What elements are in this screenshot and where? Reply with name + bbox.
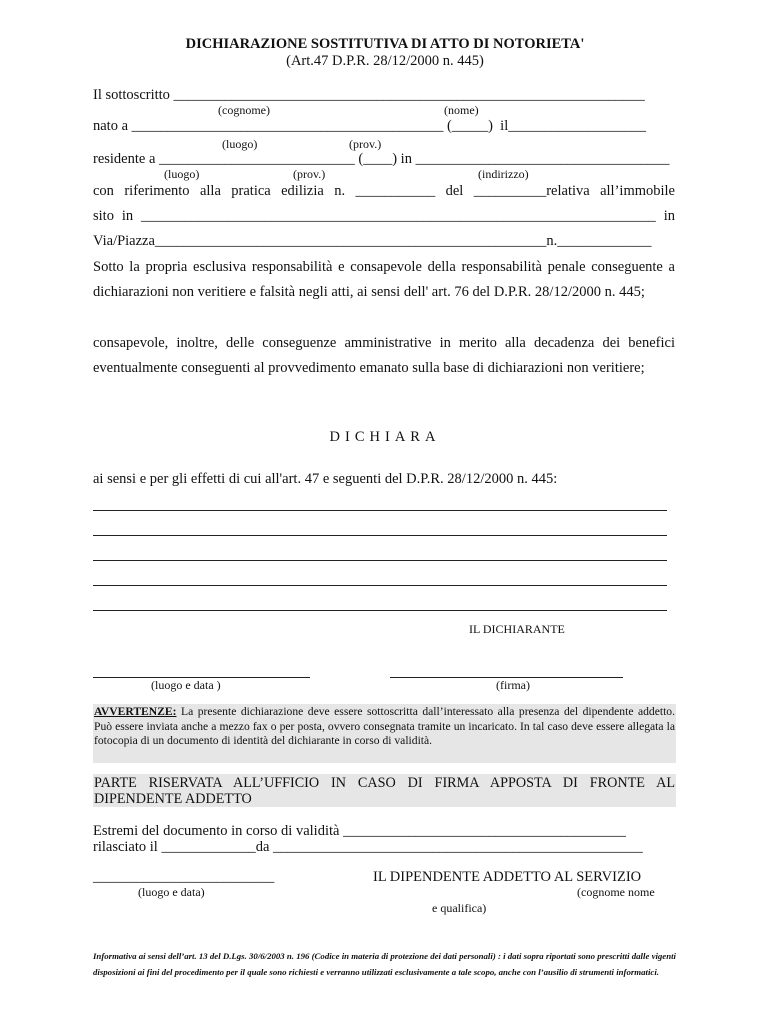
declaration-line[interactable] (93, 535, 667, 536)
ufficio-luogo-data-line[interactable]: _________________________ (93, 869, 275, 885)
responsabilita-paragraph: Sotto la propria esclusiva responsabilità e consapevole della responsabilità penale conseguente a dichiarazioni non veritiere e falsità negli atti, ai sensi dell' art. 76 del D.P.R. 28/12/2000 n. 445; (93, 259, 675, 300)
estremi-documento-field[interactable]: Estremi del documento in corso di validità _______________________________________ (93, 823, 626, 839)
luogo-data-caption: (luogo e data ) (151, 678, 221, 692)
residente-field[interactable]: residente a ___________________________ (____) in ___________________________________ (93, 151, 670, 167)
avvertenze-label: AVVERTENZE: (94, 705, 177, 718)
declaration-line[interactable] (93, 585, 667, 586)
dichiara-heading: DICHIARA (329, 429, 441, 445)
informativa-privacy: Informativa ai sensi dell’art. 13 del D.Lgs. 30/6/2003 n. 196 (Codice in materia di protezione dei dati personali) : i dati sopra riportati sono prescritti dalle vigenti disposizioni ai fini del procedimento per il quale sono richiesti e verranno utilizzati esclusivamente a tale scopo, anche con l’ausilio di strumenti informatici. (93, 951, 676, 977)
rilasciato-field[interactable]: rilasciato il _____________da ___________________________________________________ (93, 839, 643, 855)
avvertenze-text (94, 705, 675, 749)
avvertenze-body: La presente dichiarazione deve essere sottoscritta dall’interessato alla presenza del dipendente addetto. Può essere inviata anche a mezzo fax o per posta, ovvero consegnata tramite un incaricato. In tal caso deve essere allegata la fotocopia di un documento di identità del dichiarante in corso di validità. (94, 705, 675, 747)
nome-caption: (nome) (444, 103, 479, 117)
document-title: DICHIARAZIONE SOSTITUTIVA DI ATTO DI NOTORIETA' (185, 36, 585, 52)
sottoscritto-field[interactable]: Il sottoscritto _________________________________________________________________ (93, 87, 645, 103)
luogo-residenza-caption: (luogo) (164, 167, 200, 181)
qualifica-caption: e qualifica) (432, 901, 487, 915)
consapevole-paragraph: consapevole, inoltre, delle conseguenze amministrative in merito alla decadenza dei benefici eventualmente conseguenti al provvedimento emanato sulla base di dichiarazioni non veritiere; (93, 335, 675, 376)
parte-riservata-heading (94, 776, 675, 807)
prov-nascita-caption: (prov.) (349, 137, 382, 151)
nato-field[interactable]: nato a ___________________________________________ (_____) il___________________ (93, 118, 646, 134)
pratica-field[interactable]: con riferimento alla pratica edilizia n. ___________ del __________relativa all’immobile (93, 183, 675, 199)
declaration-line[interactable] (93, 610, 667, 611)
dipendente-addetto-label: IL DIPENDENTE ADDETTO AL SERVIZIO (373, 869, 642, 885)
ufficio-luogo-data-caption: (luogo e data) (138, 885, 205, 899)
indirizzo-caption: (indirizzo) (478, 167, 529, 181)
luogo-nascita-caption: (luogo) (222, 137, 258, 151)
document-subtitle: (Art.47 D.P.R. 28/12/2000 n. 445) (286, 53, 484, 69)
declaration-line[interactable] (93, 560, 667, 561)
prov-residenza-caption: (prov.) (293, 167, 326, 181)
parte-riservata-line1: PARTE RISERVATA ALL’UFFICIO IN CASO DI FIRMA APPOSTA DI FRONTE AL (94, 775, 675, 791)
ai-sensi-text: ai sensi e per gli effetti di cui all'art. 47 e seguenti del D.P.R. 28/12/2000 n. 445: (93, 471, 558, 487)
il-dichiarante-label: IL DICHIARANTE (469, 622, 565, 636)
declaration-line[interactable] (93, 510, 667, 511)
cognome-caption: (cognome) (218, 103, 270, 117)
parte-riservata-line2: DIPENDENTE ADDETTO (94, 790, 252, 807)
firma-caption: (firma) (496, 678, 530, 692)
sito-field[interactable]: sito in _______________________________________________________________________ in (93, 208, 675, 224)
cognome-nome-caption: (cognome nome (577, 885, 655, 899)
via-field[interactable]: Via/Piazza______________________________________________________n._____________ (93, 233, 652, 249)
